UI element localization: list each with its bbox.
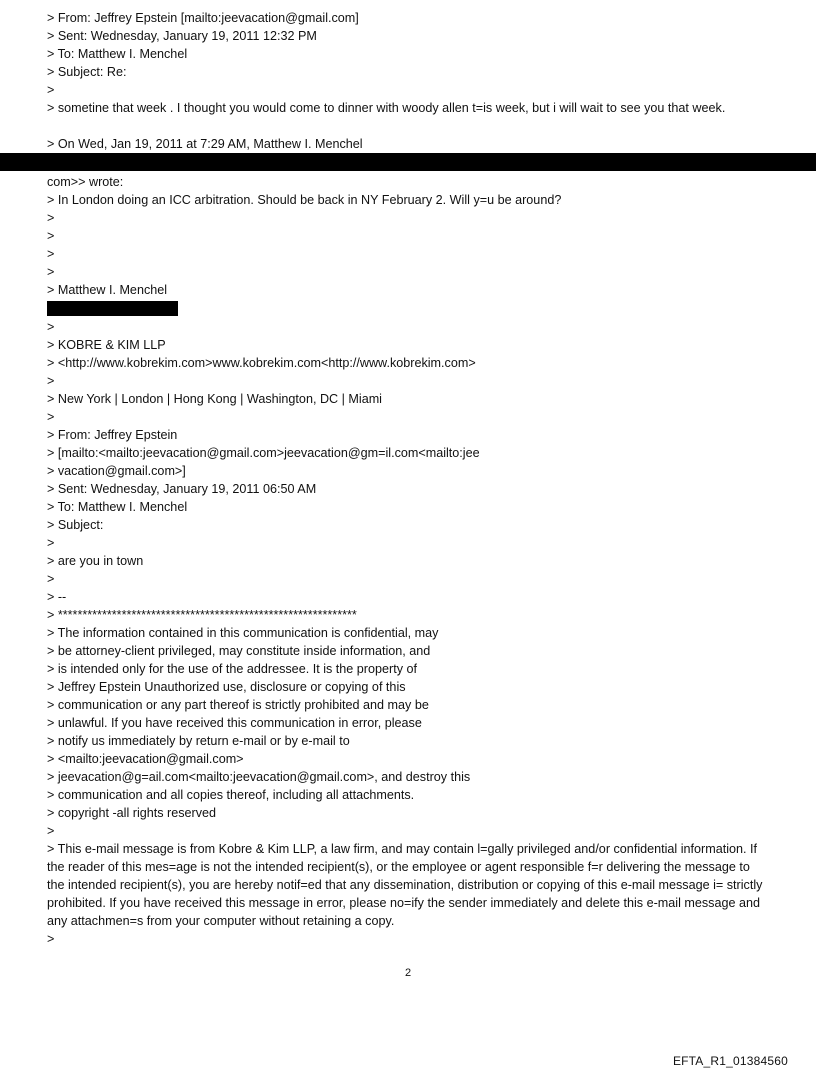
confidentiality-line: > is intended only for the use of the addressee. It is the property of (47, 662, 417, 676)
reply-body: > sometine that week . I thought you would come to dinner with woody allen t=is week, but i will wait to see you that week. (47, 101, 726, 115)
disclaimer-paragraph: > This e-mail message is from Kobre & Kim LLP, a law firm, and may contain l=gally privileged and/or confidential information. If the reader of this mes=age is not the intended recipient(s), or the employee or agent responsible f=r delivering the message to the intended recipient(s), you are hereby notif=ed that any dissemination, distribution or copying of this e-mail message i= strictly prohibited. If you have received this message in error, please no=ify the sender immediately and delete this e-mail message and any attachmen=s from your computer without retaining a copy. (47, 842, 763, 928)
fwd-body: > are you in town (47, 554, 144, 568)
confidentiality-line: > unlawful. If you have received this communication in error, please (47, 716, 422, 730)
signature-name: > Matthew I. Menchel (47, 283, 168, 297)
quote-marker: > (47, 410, 55, 424)
header-to: > To: Matthew I. Menchel (47, 47, 188, 61)
quote-marker: > (47, 229, 55, 243)
firm-website: > <http://www.kobrekim.com>www.kobrekim.com<http://www.kobrekim.com> (47, 356, 476, 370)
quote-marker: > (47, 265, 55, 279)
asterisk-divider: > ************************************************************* (47, 608, 357, 622)
quote-marker: > (47, 824, 55, 838)
page-number: 2 (404, 967, 412, 979)
quote-marker: > (47, 374, 55, 388)
fwd-to: > To: Matthew I. Menchel (47, 500, 188, 514)
quoted-message: > In London doing an ICC arbitration. Should be back in NY February 2. Will y=u be around? (47, 193, 562, 207)
confidentiality-line: > communication and all copies thereof, including all attachments. (47, 788, 415, 802)
firm-name: > KOBRE & KIM LLP (47, 338, 166, 352)
fwd-mailto-cont: > vacation@gmail.com>] (47, 464, 186, 478)
confidentiality-line: > <mailto:jeevacation@gmail.com> (47, 752, 244, 766)
fwd-sent: > Sent: Wednesday, January 19, 2011 06:50 AM (47, 482, 317, 496)
confidentiality-line: > Jeffrey Epstein Unauthorized use, disclosure or copying of this (47, 680, 406, 694)
header-from: > From: Jeffrey Epstein [mailto:jeevacation@gmail.com] (47, 11, 359, 25)
quote-marker: > (47, 536, 55, 550)
confidentiality-line: > be attorney-client privileged, may constitute inside information, and (47, 644, 431, 658)
fwd-subject: > Subject: (47, 518, 104, 532)
quote-marker: > (47, 211, 55, 225)
redaction-bar (0, 153, 816, 171)
document-id: EFTA_R1_01384560 (672, 1054, 788, 1068)
quote-marker: > (47, 247, 55, 261)
confidentiality-line: > The information contained in this communication is confidential, may (47, 626, 439, 640)
copyright-line: > copyright -all rights reserved (47, 806, 217, 820)
sig-separator: > -- (47, 590, 67, 604)
confidentiality-line: > jeevacation@g=ail.com<mailto:jeevacation@gmail.com>, and destroy this (47, 770, 471, 784)
header-subject: > Subject: Re: (47, 65, 127, 79)
quote-marker: > (47, 572, 55, 586)
quote-marker: > (47, 932, 55, 946)
wrote-line: com>> wrote: (47, 175, 124, 189)
quote-marker: > (47, 320, 55, 334)
fwd-mailto: > [mailto:<mailto:jeevacation@gmail.com>jeevacation@gm=il.com<mailto:jee (47, 446, 480, 460)
redaction-box (47, 301, 178, 316)
firm-offices: > New York | London | Hong Kong | Washington, DC | Miami (47, 392, 382, 406)
quote-marker: > (47, 83, 55, 97)
header-sent: > Sent: Wednesday, January 19, 2011 12:32 PM (47, 29, 317, 43)
confidentiality-line: > notify us immediately by return e-mail or by e-mail to (47, 734, 350, 748)
fwd-from: > From: Jeffrey Epstein (47, 428, 178, 442)
on-wrote-line: > On Wed, Jan 19, 2011 at 7:29 AM, Matthew I. Menchel (47, 137, 363, 151)
confidentiality-line: > communication or any part thereof is strictly prohibited and may be (47, 698, 429, 712)
